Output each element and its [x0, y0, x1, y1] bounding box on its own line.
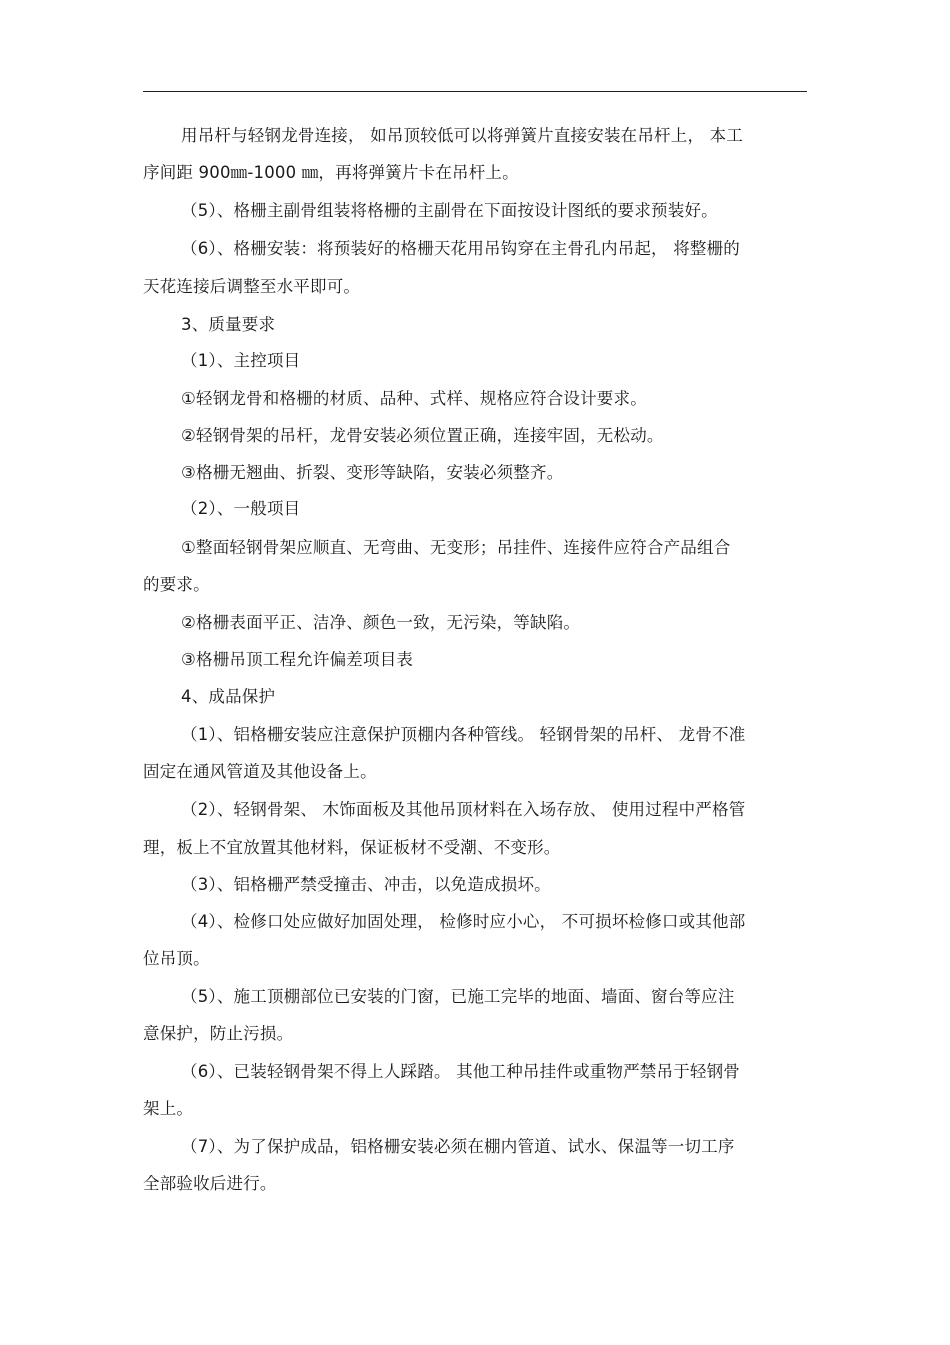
paragraph-line: （1）、铝格栅安装应注意保护顶棚内各种管线。 轻钢骨架的吊杆、 龙骨不准	[181, 725, 746, 744]
subsection-heading: （1）、主控项目	[181, 351, 301, 370]
paragraph-line: （7）、为了保护成品，铝格栅安装必须在棚内管道、试水、保温等一切工序	[181, 1137, 735, 1156]
subsection-heading: （2）、一般项目	[181, 499, 301, 518]
paragraph-line: 理，板上不宜放置其他材料，保证板材不受潮、不变形。	[143, 838, 561, 857]
paragraph-line: （4）、检修口处应做好加固处理， 检修时应小心， 不可损坏检修口或其他部	[181, 912, 746, 931]
paragraph-line: 意保护，防止污损。	[143, 1024, 294, 1043]
paragraph-line: 架上。	[143, 1099, 194, 1118]
paragraph-line: 全部验收后进行。	[143, 1174, 277, 1193]
header-rule	[143, 91, 807, 92]
list-item: ②轻钢骨架的吊杆，龙骨安装必须位置正确，连接牢固，无松动。	[181, 426, 664, 445]
paragraph-line: （5）、施工顶棚部位已安装的门窗，已施工完毕的地面、墙面、窗台等应注	[181, 987, 735, 1006]
paragraph-line: （6）、格栅安装：将预装好的格栅天花用吊钩穿在主骨孔内吊起， 将整栅的	[181, 239, 740, 258]
paragraph-line: 天花连接后调整至水平即可。	[143, 277, 361, 296]
list-item: ②格栅表面平正、洁净、颜色一致，无污染，等缺陷。	[181, 613, 581, 632]
paragraph-line: 的要求。	[143, 575, 210, 594]
paragraph-line: （3）、铝格栅严禁受撞击、冲击，以免造成损坏。	[181, 875, 551, 894]
paragraph-line: 位吊顶。	[143, 949, 210, 968]
paragraph-line: （6）、已装轻钢骨架不得上人踩踏。 其他工种吊挂件或重物严禁吊于轻钢骨	[181, 1062, 740, 1081]
list-item: ①整面轻钢骨架应顺直、无弯曲、无变形；吊挂件、连接件应符合产品组合	[181, 538, 731, 557]
list-item: ③格栅吊顶工程允许偏差项目表	[181, 650, 414, 669]
list-item: ③格栅无翘曲、折裂、变形等缺陷，安装必须整齐。	[181, 463, 564, 482]
section-heading: 4、成品保护	[181, 687, 276, 706]
list-item: ①轻钢龙骨和格栅的材质、品种、式样、规格应符合设计要求。	[181, 389, 647, 408]
paragraph-line: 固定在通风管道及其他设备上。	[143, 762, 377, 781]
paragraph-line: （2）、轻钢骨架、 木饰面板及其他吊顶材料在入场存放、 使用过程中严格管	[181, 800, 746, 819]
section-heading: 3、质量要求	[181, 315, 276, 334]
paragraph-line: 用吊杆与轻钢龙骨连接， 如吊顶较低可以将弹簧片直接安装在吊杆上， 本工	[181, 126, 743, 145]
paragraph-line: （5）、格栅主副骨组装将格栅的主副骨在下面按设计图纸的要求预装好。	[181, 201, 718, 220]
paragraph-line: 序间距 900㎜-1000 ㎜，再将弹簧片卡在吊杆上。	[143, 163, 519, 182]
